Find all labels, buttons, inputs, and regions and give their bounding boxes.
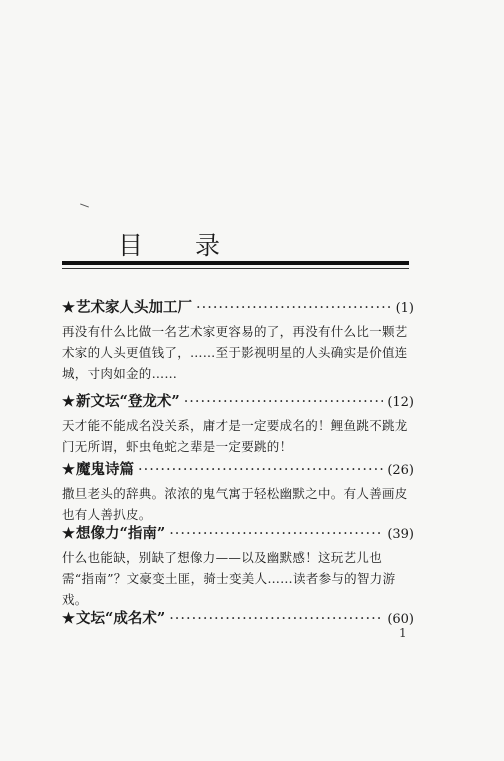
entry-description: 天才能不能成名没关系，庸才是一定要成名的！鲤鱼跳不跳龙门无所谓，虾虫龟蛇之辈是一定要跳的！ [62, 418, 408, 454]
entry-page: (26) [387, 463, 414, 478]
toc-entry[interactable] [62, 458, 414, 525]
title-rule-thick [62, 261, 409, 265]
star-icon: ★ [62, 299, 75, 316]
star-icon: ★ [62, 393, 75, 410]
dot-leader [169, 526, 383, 542]
dot-leader [138, 462, 383, 478]
toc-entry[interactable] [62, 296, 414, 384]
entry-title[interactable]: 魔鬼诗篇 [76, 461, 134, 478]
dot-leader [184, 394, 384, 410]
dot-leader [196, 300, 392, 316]
entry-page: (60) [387, 612, 414, 627]
entry-page: (1) [395, 301, 414, 316]
toc-entry[interactable] [62, 522, 414, 610]
entry-title[interactable]: 新文坛“登龙术” [76, 393, 180, 410]
entry-title[interactable]: 文坛“成名术” [76, 610, 166, 627]
entry-page: (39) [387, 527, 414, 542]
dot-leader [169, 611, 383, 627]
entry-title[interactable]: 艺术家人头加工厂 [76, 299, 192, 316]
toc-entry[interactable] [62, 607, 414, 628]
star-icon: ★ [62, 461, 75, 478]
entry-description: 什么也能缺，别缺了想像力——以及幽默感！这玩艺儿也需“指南”？文豪变土匪，骑士变美人……读者参与的智力游戏。 [62, 550, 396, 607]
star-icon: ★ [62, 610, 75, 627]
page-title: 目录 [118, 231, 273, 260]
entry-title[interactable]: 想像力“指南” [76, 525, 166, 542]
entry-description: 撒旦老头的辞典。浓浓的鬼气寓于轻松幽默之中。有人善画皮也有人善扒皮。 [62, 486, 408, 522]
title-rule-thin [62, 268, 409, 269]
toc-entry[interactable] [62, 390, 414, 457]
entry-page: (12) [387, 395, 414, 410]
scan-mark [80, 203, 89, 207]
star-icon: ★ [62, 525, 75, 542]
page-number: 1 [399, 626, 407, 640]
entry-description: 再没有什么比做一名艺术家更容易的了，再没有什么比一颗艺术家的人头更值钱了，……至于影视明星的人头确实是价值连城，寸肉如金的…… [62, 324, 408, 381]
